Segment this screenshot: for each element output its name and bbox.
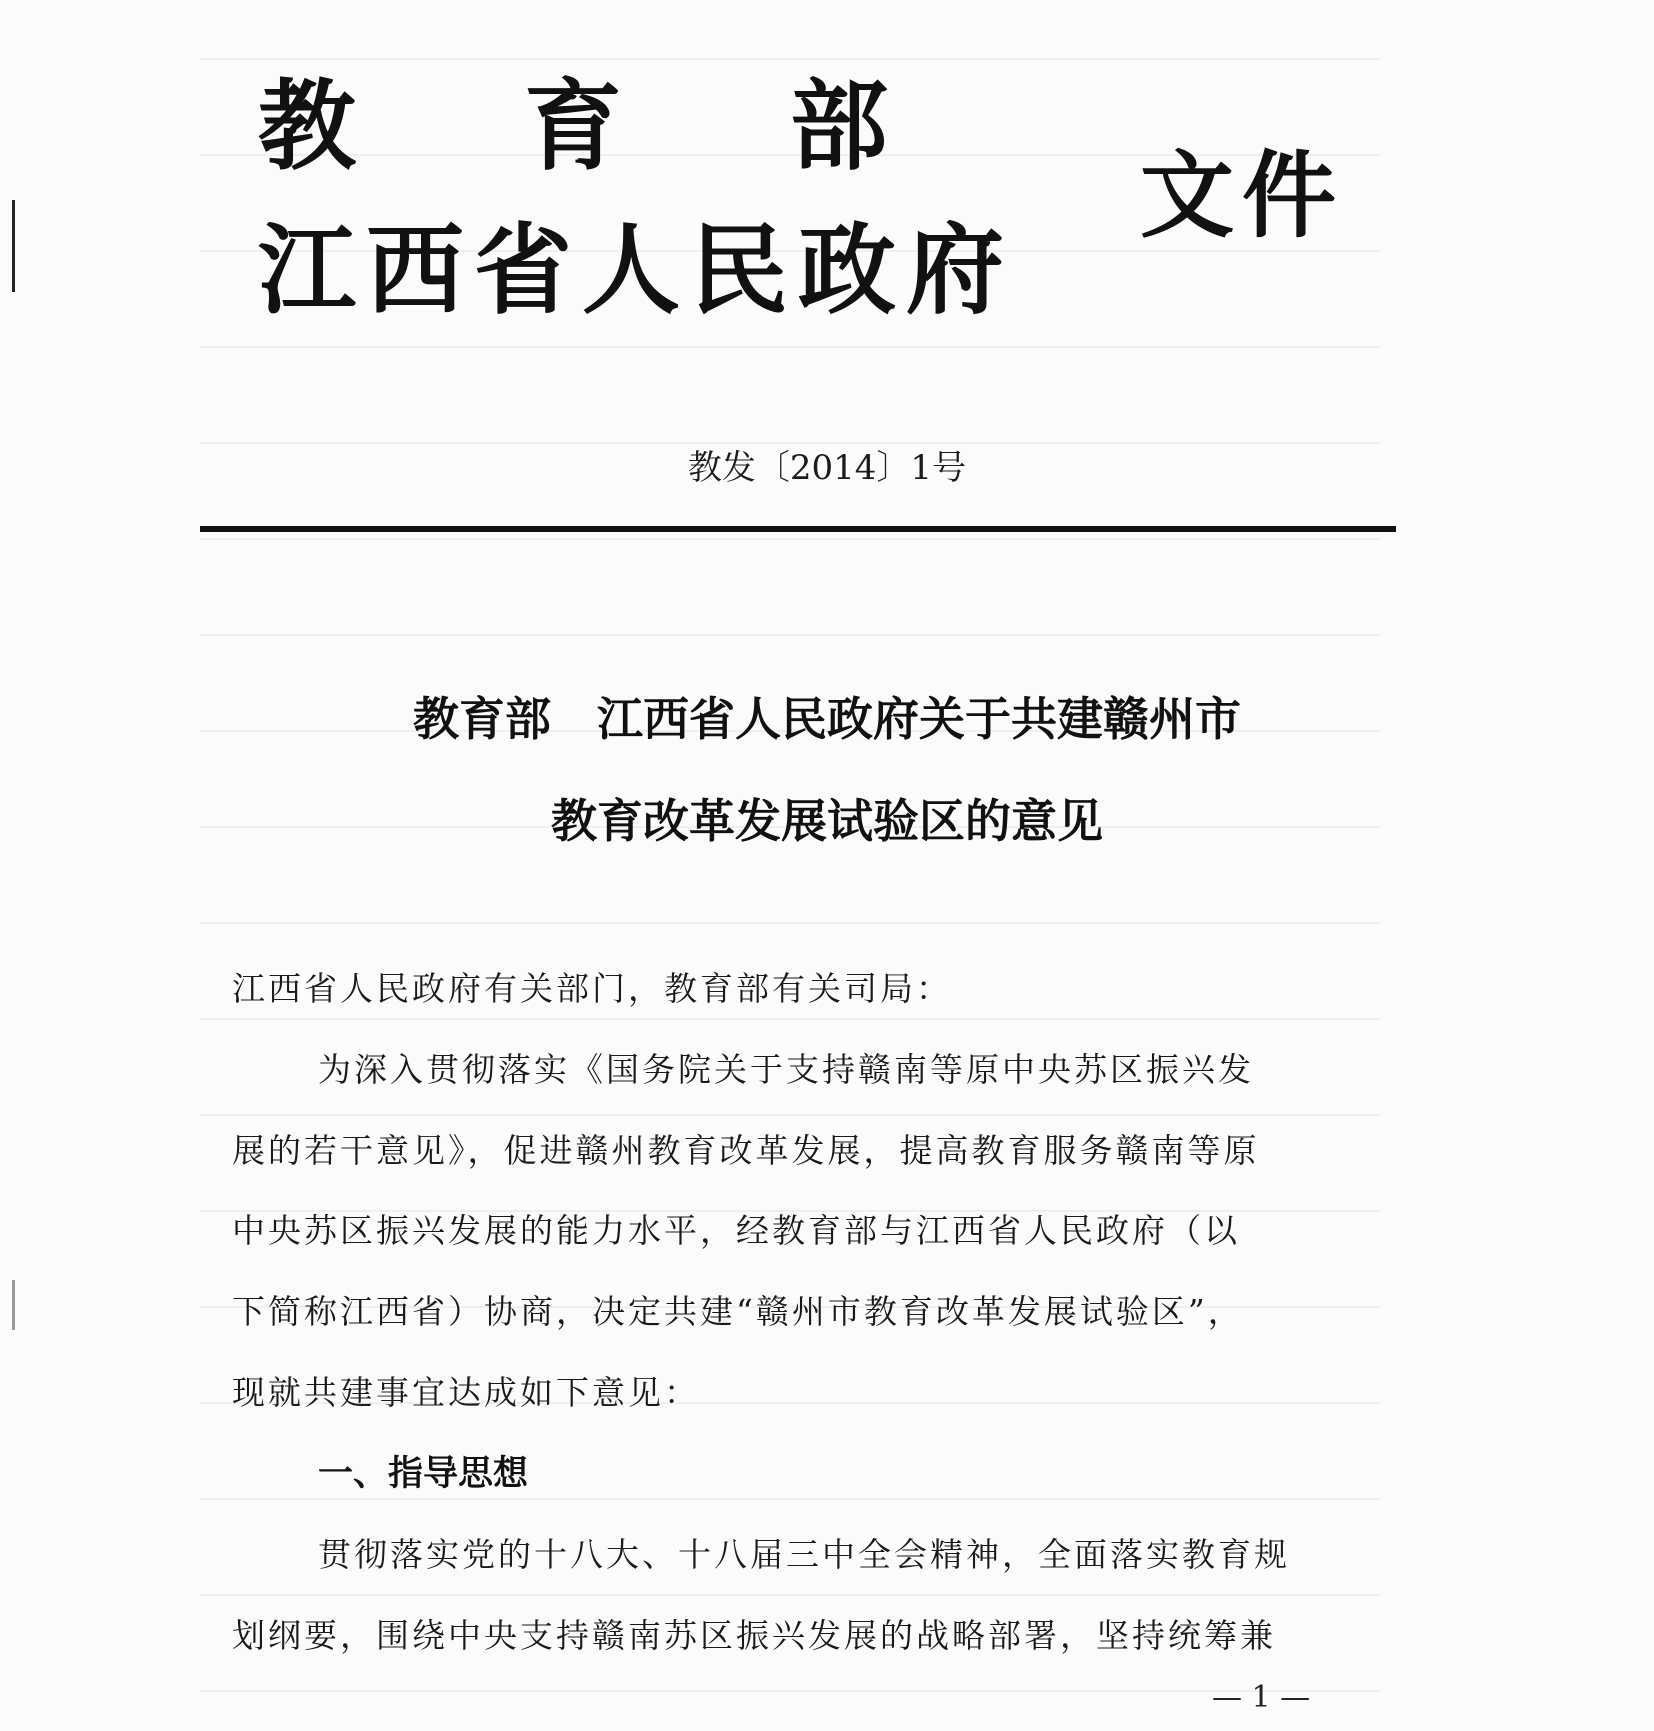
header-divider-rule [200,526,1396,532]
page-number: — 1 — [1212,1680,1311,1715]
paragraph-1-line: 现就共建事宜达成如下意见： [232,1373,700,1412]
paragraph-1-line: 为深入贯彻落实《国务院关于支持赣南等原中央苏区振兴发 [318,1050,1254,1089]
binding-mark-lower [12,1280,15,1330]
binding-mark [12,200,15,292]
section-heading-guiding-ideology: 一、指导思想 [318,1454,529,1494]
document-title-line-2: 教育改革发展试验区的意见 [551,794,1103,848]
addressee-line: 江西省人民政府有关部门，教育部有关司局： [232,969,952,1008]
issuer-jiangxi-government: 江西省人民政府 [258,214,1015,328]
issuer-ministry-of-education: 教育部 [258,70,1057,184]
paragraph-1-line: 下简称江西省）协商，决定共建“赣州市教育改革发展试验区”， [232,1292,1244,1331]
document-number: 教发〔2014〕1号 [687,448,967,488]
paragraph-2-line: 贯彻落实党的十八大、十八届三中全会精神，全面落实教育规 [318,1535,1290,1574]
paragraph-2-line: 划纲要，围绕中央支持赣南苏区振兴发展的战略部署，坚持统筹兼 [232,1616,1276,1655]
document-type-label: 文件 [1140,142,1345,251]
paragraph-1-line: 展的若干意见》，促进赣州教育改革发展，提高教育服务赣南等原 [232,1131,1260,1170]
document-title-line-1: 教育部 江西省人民政府关于共建赣州市 [413,692,1241,746]
paragraph-1-line: 中央苏区振兴发展的能力水平，经教育部与江西省人民政府（以 [232,1211,1240,1250]
